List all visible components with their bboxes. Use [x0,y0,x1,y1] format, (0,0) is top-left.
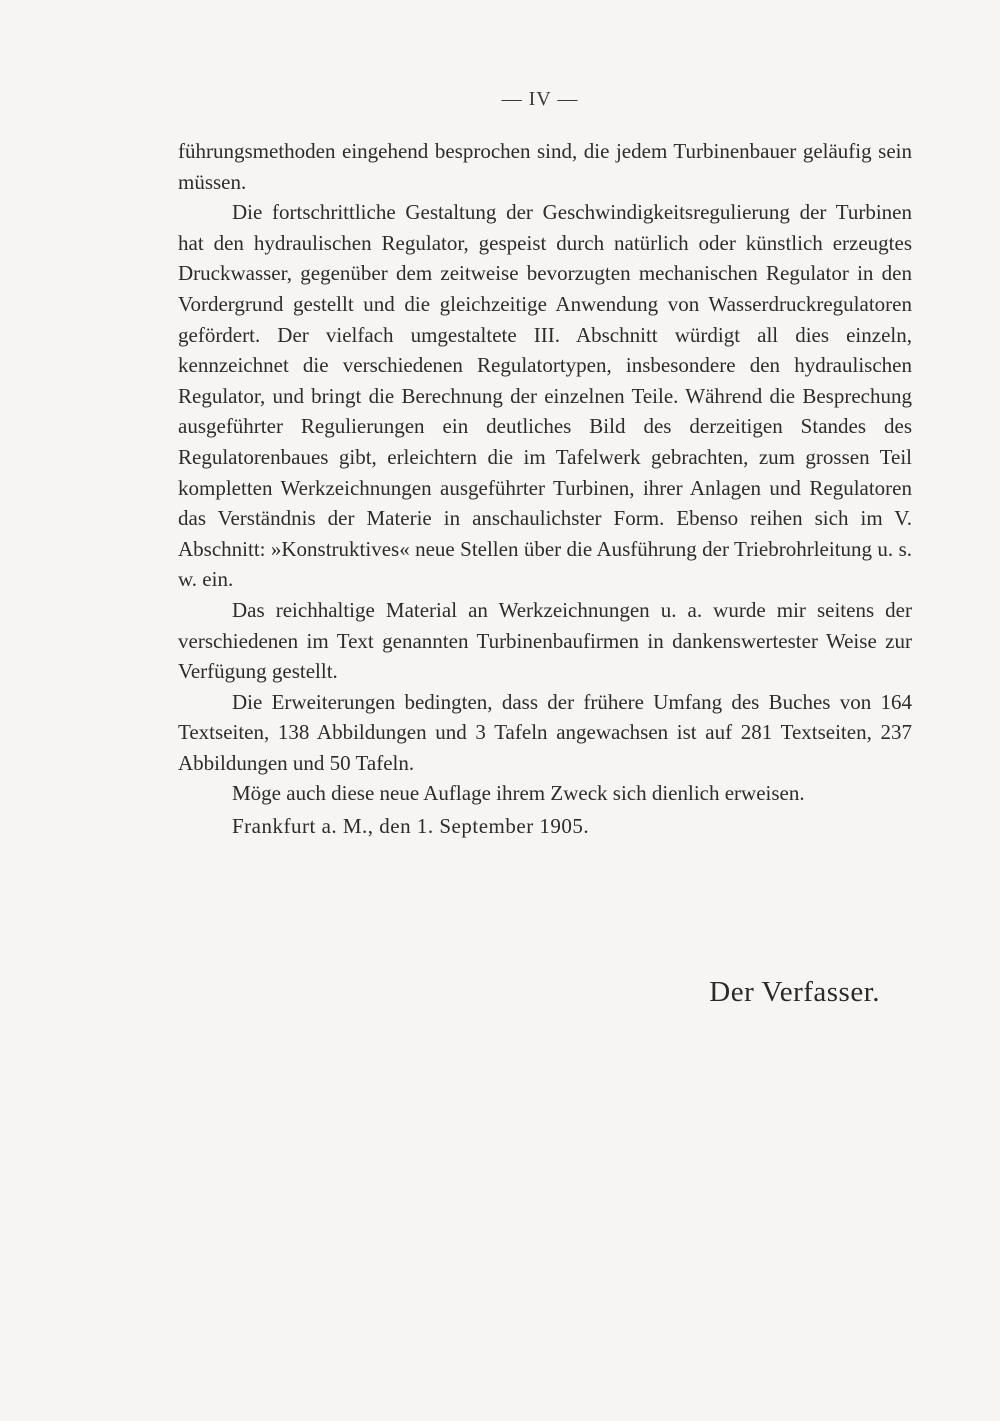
paragraph-extensions: Die Erweiterungen bedingten, dass der frühere Umfang des Buches von 164 Textseiten, 138 Abbildungen und 3 Tafeln angewachsen ist auf 281 Textseiten, 237 Abbildungen und 50 Tafeln. [178,689,912,775]
paragraph-regulation: Die fortschrittliche Gestaltung der Geschwindigkeitsregulierung der Turbinen hat den hydraulischen Regulator, gespeist durch natürlich oder künstlich erzeugtes Druckwasser, gegenüber dem zeitweise bevorzugten mechanischen Regulator in den Vordergrund gestellt und die gleichzeitige Anwendung von Wasserdruckregulatoren gefördert. Der vielfach umgestaltete III. Abschnitt würdigt all dies einzeln, kennzeichnet die verschiedenen Regulatortypen, insbesondere den hydraulischen Regulator, und bringt die Berechnung der einzelnen Teile. Während die Besprechung ausgeführter Regulierungen ein deutliches Bild des derzeitigen Standes des Regulatorenbaues gibt, erleichtern die im Tafelwerk gebrachten, zum grossen Teil kompletten Werkzeichnungen ausgeführter Turbinen, ihrer Anlagen und Regulatoren das Verständnis der Materie in anschaulichster Form. Ebenso reihen sich im V. Abschnitt: »Konstruktives« neue Stellen über die Ausführung der Triebrohrleitung u. s. w. ein. [178,200,912,592]
paragraph-wish: Möge auch diese neue Auflage ihrem Zweck sich dienlich erweisen. [232,781,805,806]
body-text [178,136,912,842]
page-number: — IV — [501,88,579,110]
dateline: Frankfurt a. M., den 1. September 1905. [232,814,590,839]
signature: Der Verfasser. [709,976,880,1008]
paragraph-material: Das reichhaltige Material an Werkzeichnungen u. a. wurde mir seitens der verschiedenen im Text genannten Turbinenbaufirmen in dankenswertester Weise zur Verfügung gestellt. [178,597,912,684]
paragraph-continuation: führungsmethoden eingehend besprochen sind, die jedem Turbinenbauer geläufig sein müssen. [178,139,912,194]
